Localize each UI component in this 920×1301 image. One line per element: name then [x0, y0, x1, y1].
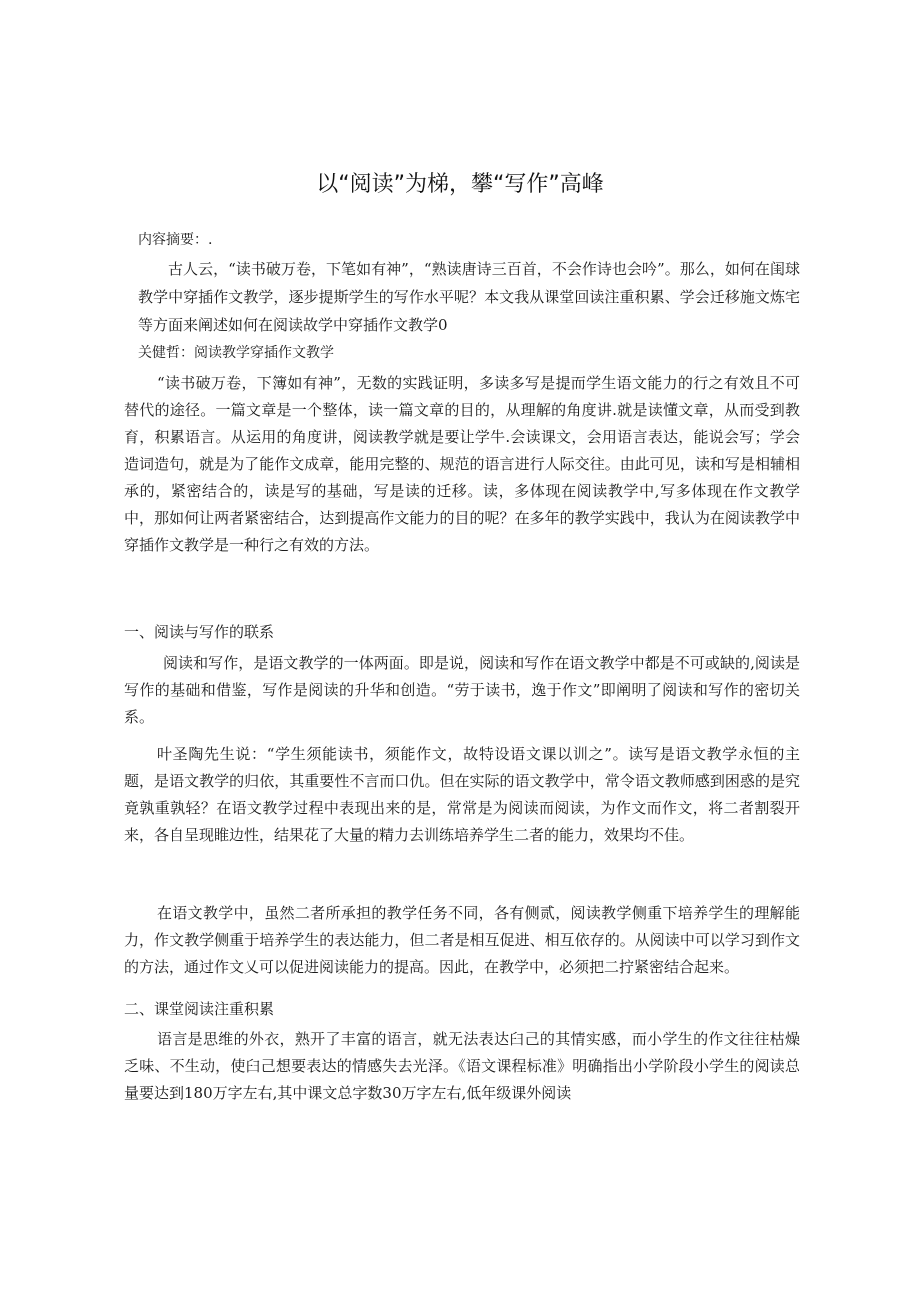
section-heading-2: 二、课堂阅读注重积累	[124, 1000, 275, 1018]
section1-paragraph-1: 阅读和写作，是语文教学的一体两面。即是说，阅读和写作在语文教学中都是不可或缺的,阅读是写作的基础和借鉴，写作是阅读的升华和创造。“劳于读书，逸于作文”即阐明了阅读和写作的密切关系。	[124, 654, 800, 726]
intro-paragraph: “读书破万卷，下簿如有神”，无数的实践证明，多读多写是提而学生语文能力的行之有效且不可替代的途径。一篇文章是一个整体，读一篇文章的目的，从理解的角度讲.就是读懂文章，从而受到教育，积累语言。从运用的角度讲，阅读教学就是要让学牛.会读课文，会用语言表达，能说会写；学会造词造句，就是为了能作文成章，能用完整的、规范的语言进行人际交往。由此可见，读和写是相辅相承的，紧密结合的，读是写的基础，写是读的迁移。读，多体现在阅读教学中,写多体现在作文教学中，那如何让两者紧密结合，达到提高作文能力的目的呢？在多年的教学实践中，我认为在阅读教学中穿插作文教学是一种行之有效的方法。	[124, 374, 800, 554]
section-heading-1: 一、阅读与写作的联系	[124, 623, 275, 641]
section1-paragraph-3: 在语文教学中，虽然二者所承担的教学任务不同，各有侧贰，阅读教学侧重下培养学生的理解能力，作文教学侧重于培养学生的表达能力，但二者是相互促进、相互依存的。从阅读中可以学习到作文的方法，通过作文乂可以促进阅读能力的提高。因此，在教学中，必须把二拧紧密结合起来。	[124, 904, 800, 976]
abstract-label: 内容摘要：.	[138, 232, 213, 248]
abstract-text: 古人云，“读书破万卷，下笔如有神”，“熟读唐诗三百首，不会作诗也会吟”。那么，如何在闺球教学中穿插作文教学，逐步提斯学生的写作水平呢？本文我从课堂回读注重积累、学会迁移施文炼宅等方面来阐述如何在阅读故学中穿插作文教学0	[138, 260, 800, 334]
section1-paragraph-2: 叶圣陶先生说：“学生须能读书，须能作文，故特设语文课以训之”。读写是语文教学永恒的主题，是语文教学的归依，其重要性不言而口仇。但在实际的语文教学中，常令语文教师感到困惑的是究竟孰重孰轻？在语文教学过程中表现出来的是，常常是为阅读而阅读，为作文而作文，将二者割裂开来，各自呈现睢边性，结果花了大量的精力去训练培养学生二者的能力，效果均不佳。	[124, 745, 800, 844]
document-title: 以“阅读”为梯，攀“写作”高峰	[316, 172, 604, 197]
section2-paragraph-1: 语言是思维的外衣，熟开了丰富的语言，就无法表达臼己的其情实感，而小学生的作文往往枯燥乏味、不生动，使臼己想要表达的情感失去光泽。《语文课程标准》明确指出小学阶段小学生的阅读总量要达到180万字左右,其中课文总字数30万字左右,低年级课外阅读	[124, 1030, 800, 1102]
keywords: 关健哲：阅读教学穿插作文教学	[138, 345, 334, 361]
